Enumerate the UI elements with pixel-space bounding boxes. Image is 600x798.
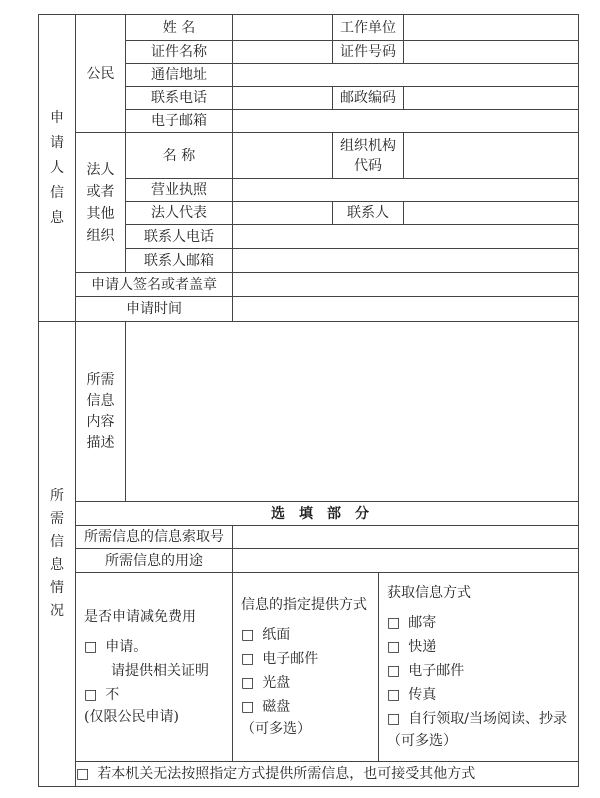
obtain-option-label: 快递 (408, 639, 437, 655)
legal-rep-label: 法人代表 (126, 202, 233, 225)
index-number-input-cell[interactable] (233, 526, 579, 549)
fee-waiver-title: 是否申请减免费用 (84, 609, 196, 625)
obtain-option-label: 自行领取/当场阅读、抄录 (408, 711, 567, 727)
fee-option-apply[interactable] (84, 635, 226, 659)
provide-footnote: （可多选） (241, 721, 311, 737)
obtain-option-self-pickup[interactable] (387, 707, 572, 731)
signature-label: 申请人签名或者盖章 (76, 273, 233, 297)
needed-info-side-text: 所需信息情况 (50, 488, 64, 619)
id-number-input-cell[interactable] (404, 41, 579, 64)
address-input-cell[interactable] (233, 64, 579, 87)
fee-option-no-label: 不 (105, 687, 120, 703)
apply-time-input-cell[interactable] (233, 297, 579, 322)
provide-option-disk[interactable] (241, 695, 372, 719)
description-label: 所需信息内容描述 (76, 322, 126, 502)
postcode-input-cell[interactable] (404, 87, 579, 110)
address-label: 通信地址 (126, 64, 233, 87)
obtain-option-label: 电子邮件 (408, 663, 465, 679)
id-type-label: 证件名称 (126, 41, 233, 64)
provide-method-cell (233, 573, 379, 762)
fallback-option[interactable] (76, 766, 475, 782)
checkbox-icon: □ (241, 651, 255, 667)
section-applicant-side-label (39, 15, 76, 322)
obtain-option-mail[interactable] (387, 611, 572, 635)
email-label: 电子邮箱 (126, 110, 233, 133)
obtain-method-cell (379, 573, 579, 762)
provide-option-label: 纸面 (262, 627, 291, 643)
contact-phone-label: 联系人电话 (126, 225, 233, 249)
provide-option-cd[interactable] (241, 671, 372, 695)
checkbox-icon: □ (387, 663, 401, 679)
phone-input-cell[interactable] (233, 87, 333, 110)
fee-option-apply-label: 申请。 (105, 639, 148, 655)
applicant-side-text: 申请人信息 (50, 109, 64, 226)
business-license-label: 营业执照 (126, 179, 233, 202)
citizen-group-label: 公民 (76, 15, 126, 133)
signature-input-cell[interactable] (233, 273, 579, 297)
org-name-label: 名 称 (126, 133, 233, 179)
provide-option-label: 电子邮件 (262, 651, 319, 667)
provide-option-label: 磁盘 (262, 699, 291, 715)
obtain-option-label: 邮寄 (408, 615, 437, 631)
fee-option-no[interactable] (84, 683, 226, 707)
org-group-text: 法人或者其他组织 (86, 161, 115, 244)
fee-waiver-cell (76, 573, 233, 762)
description-input-cell[interactable] (126, 322, 579, 502)
obtain-footnote: （可多选） (387, 733, 457, 749)
obtain-option-label: 传真 (408, 687, 437, 703)
business-license-input-cell[interactable] (233, 179, 579, 202)
legal-rep-input-cell[interactable] (233, 202, 333, 225)
org-group-label (76, 133, 126, 273)
checkbox-icon: □ (387, 615, 401, 631)
apply-time-label: 申请时间 (76, 297, 233, 322)
checkbox-icon: □ (241, 675, 255, 691)
contact-input-cell[interactable] (404, 202, 579, 225)
provide-method-title: 信息的指定提供方式 (241, 597, 367, 613)
name-input-cell[interactable] (233, 15, 333, 41)
fallback-remark-text: 若本机关无法按照指定方式提供所需信息，也可接受其他方式 (97, 766, 476, 782)
org-name-input-cell[interactable] (233, 133, 333, 179)
purpose-input-cell[interactable] (233, 549, 579, 573)
provide-option-email[interactable] (241, 647, 372, 671)
fee-apply-note: 请提供相关证明 (111, 663, 209, 679)
fee-footnote: (仅限公民申请) (84, 709, 179, 725)
org-code-input-cell[interactable] (404, 133, 579, 179)
id-type-input-cell[interactable] (233, 41, 333, 64)
checkbox-icon: □ (84, 639, 98, 655)
contact-label: 联系人 (333, 202, 404, 225)
contact-email-input-cell[interactable] (233, 249, 579, 273)
checkbox-icon: □ (387, 711, 401, 727)
checkbox-icon: □ (76, 766, 90, 782)
obtain-option-express[interactable] (387, 635, 572, 659)
phone-label: 联系电话 (126, 87, 233, 110)
email-input-cell[interactable] (233, 110, 579, 133)
section-needed-info-side-label (39, 322, 76, 787)
obtain-method-title: 获取信息方式 (387, 585, 471, 601)
contact-email-label: 联系人邮箱 (126, 249, 233, 273)
application-form-table (38, 14, 579, 787)
obtain-option-email[interactable] (387, 659, 572, 683)
contact-phone-input-cell[interactable] (233, 225, 579, 249)
name-label: 姓 名 (126, 15, 233, 41)
checkbox-icon: □ (387, 687, 401, 703)
obtain-option-fax[interactable] (387, 683, 572, 707)
checkbox-icon: □ (387, 639, 401, 655)
checkbox-icon: □ (241, 699, 255, 715)
fallback-remark-cell (76, 762, 579, 787)
optional-part-header: 选填部分 (76, 502, 579, 526)
work-unit-input-cell[interactable] (404, 15, 579, 41)
index-number-label: 所需信息的信息索取号 (76, 526, 233, 549)
provide-option-paper[interactable] (241, 623, 372, 647)
org-code-label: 组织机构代码 (333, 133, 404, 179)
postcode-label: 邮政编码 (333, 87, 404, 110)
checkbox-icon: □ (84, 687, 98, 703)
provide-option-label: 光盘 (262, 675, 291, 691)
purpose-label: 所需信息的用途 (76, 549, 233, 573)
work-unit-label: 工作单位 (333, 15, 404, 41)
id-number-label: 证件号码 (333, 41, 404, 64)
checkbox-icon: □ (241, 627, 255, 643)
